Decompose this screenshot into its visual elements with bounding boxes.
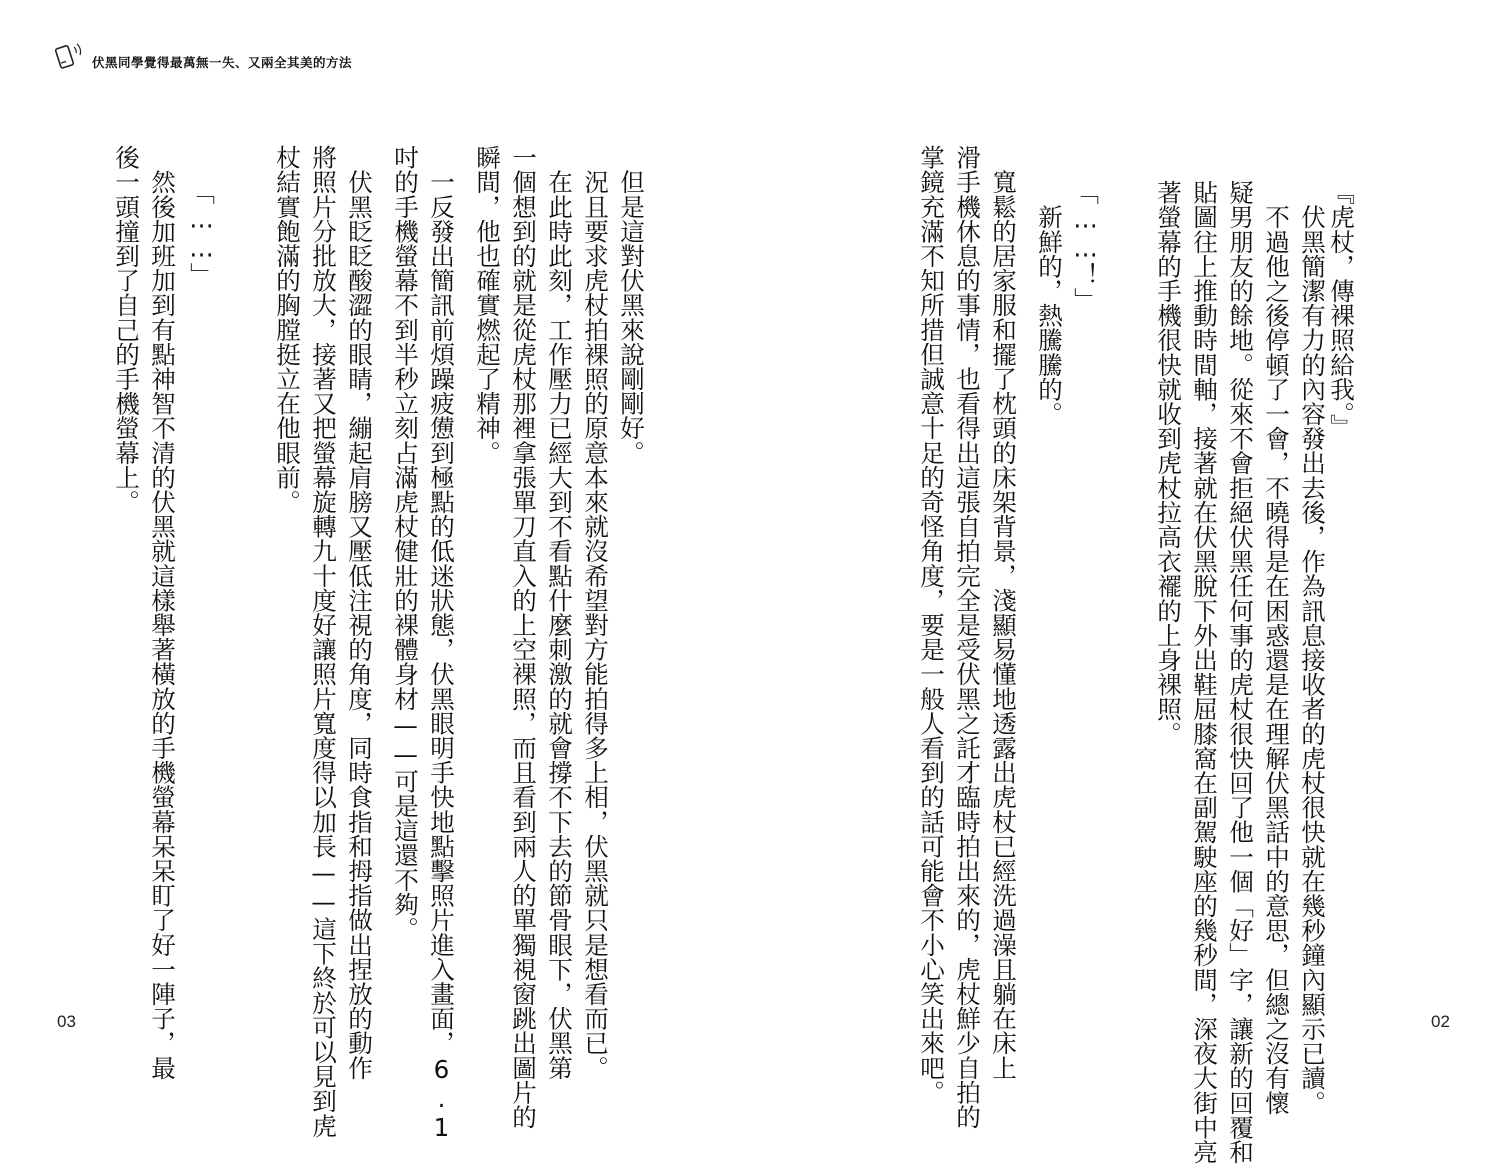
text-column: 疑男朋友的餘地。從來不會拒絕伏黑任何事的虎杖很快回了他一個「好」字，讓新的回覆和 [1226, 180, 1255, 1164]
text-column: 『虎杖，傳裸照給我。』 [1327, 180, 1356, 439]
text-column: 一個想到的就是從虎杖那裡拿張單刀直入的上空裸照，而且看到兩人的單獨視窗跳出圖片的 [509, 145, 538, 1129]
text-column: 掌鏡充滿不知所措但誠意十足的奇怪角度，要是一般人看到的話可能會不小心笑出來吧。 [917, 145, 946, 1105]
text-column: 「……」 [187, 180, 216, 288]
phone-signal-icon [52, 38, 86, 76]
text-column: 吋的手機螢幕不到半秒立刻占滿虎杖健壯的裸體身材——可是這還不夠。 [391, 145, 420, 941]
text-column: 但是這對伏黑來說剛剛好。 [617, 145, 646, 465]
text-column: 然後加班加到有點神智不清的伏黑就這樣舉著橫放的手機螢幕呆呆盯了好一陣子，最 [148, 145, 177, 1080]
page-number-left: 03 [57, 1012, 76, 1031]
text-column: 貼圖往上推動時間軸，接著就在伏黑脫下外出鞋屈膝窩在副駕駛座的幾秒間，深夜大街中亮 [1190, 180, 1219, 1164]
text-column: 不過他之後停頓了一會，不曉得是在困惑還是在理解伏黑話中的意思，但總之沒有懷 [1262, 180, 1291, 1115]
text-column: 在此時此刻，工作壓力已經大到不看點什麼刺激的就會撐不下去的節骨眼下，伏黑第 [545, 145, 574, 1080]
text-column: 伏黑簡潔有力的內容發出去後，作為訊息接收者的虎杖很快就在幾秒鐘內顯示已讀。 [1298, 180, 1327, 1115]
running-header [52, 38, 352, 76]
header-title: 伏黑同學覺得最萬無一失、又兩全其美的方法 [92, 55, 353, 70]
text-column: 寬鬆的居家服和擺了枕頭的床架背景，淺顯易懂地透露出虎杖已經洗過澡且躺在床上 [989, 145, 1018, 1080]
text-column: 伏黑眨眨酸澀的眼睛，繃起肩膀又壓低注視的角度，同時食指和拇指做出捏放的動作 [345, 145, 374, 1080]
text-column: 「……！」 [1071, 180, 1100, 312]
text-column: 況且要求虎杖拍裸照的原意本來就沒希望對方能拍得多上相，伏黑就只是想看而已。 [581, 145, 610, 1080]
text-column: 瞬間，他也確實燃起了精神。 [473, 145, 502, 465]
text-column: 著螢幕的手機很快就收到虎杖拉高衣襬的上身裸照。 [1154, 180, 1183, 746]
text-column: 滑手機休息的事情，也看得出這張自拍完全是受伏黑之託才臨時拍出來的，虎杖鮮少自拍的 [953, 145, 982, 1129]
text-column: 一反發出簡訊前煩躁疲憊到極點的低迷狀態，伏黑眼明手快地點擊照片進入畫面，6.1 [427, 145, 456, 1143]
page-number-right: 02 [1431, 1012, 1450, 1031]
text-column: 杖結實飽滿的胸膛挺立在他眼前。 [273, 145, 302, 514]
text-column: 將照片分批放大，接著又把螢幕旋轉九十度好讓照片寬度得以加長——這下終於可以見到虎 [309, 145, 338, 1138]
text-column: 新鮮的，熱騰騰的。 [1035, 180, 1064, 426]
text-column: 後一頭撞到了自己的手機螢幕上。 [112, 145, 141, 514]
